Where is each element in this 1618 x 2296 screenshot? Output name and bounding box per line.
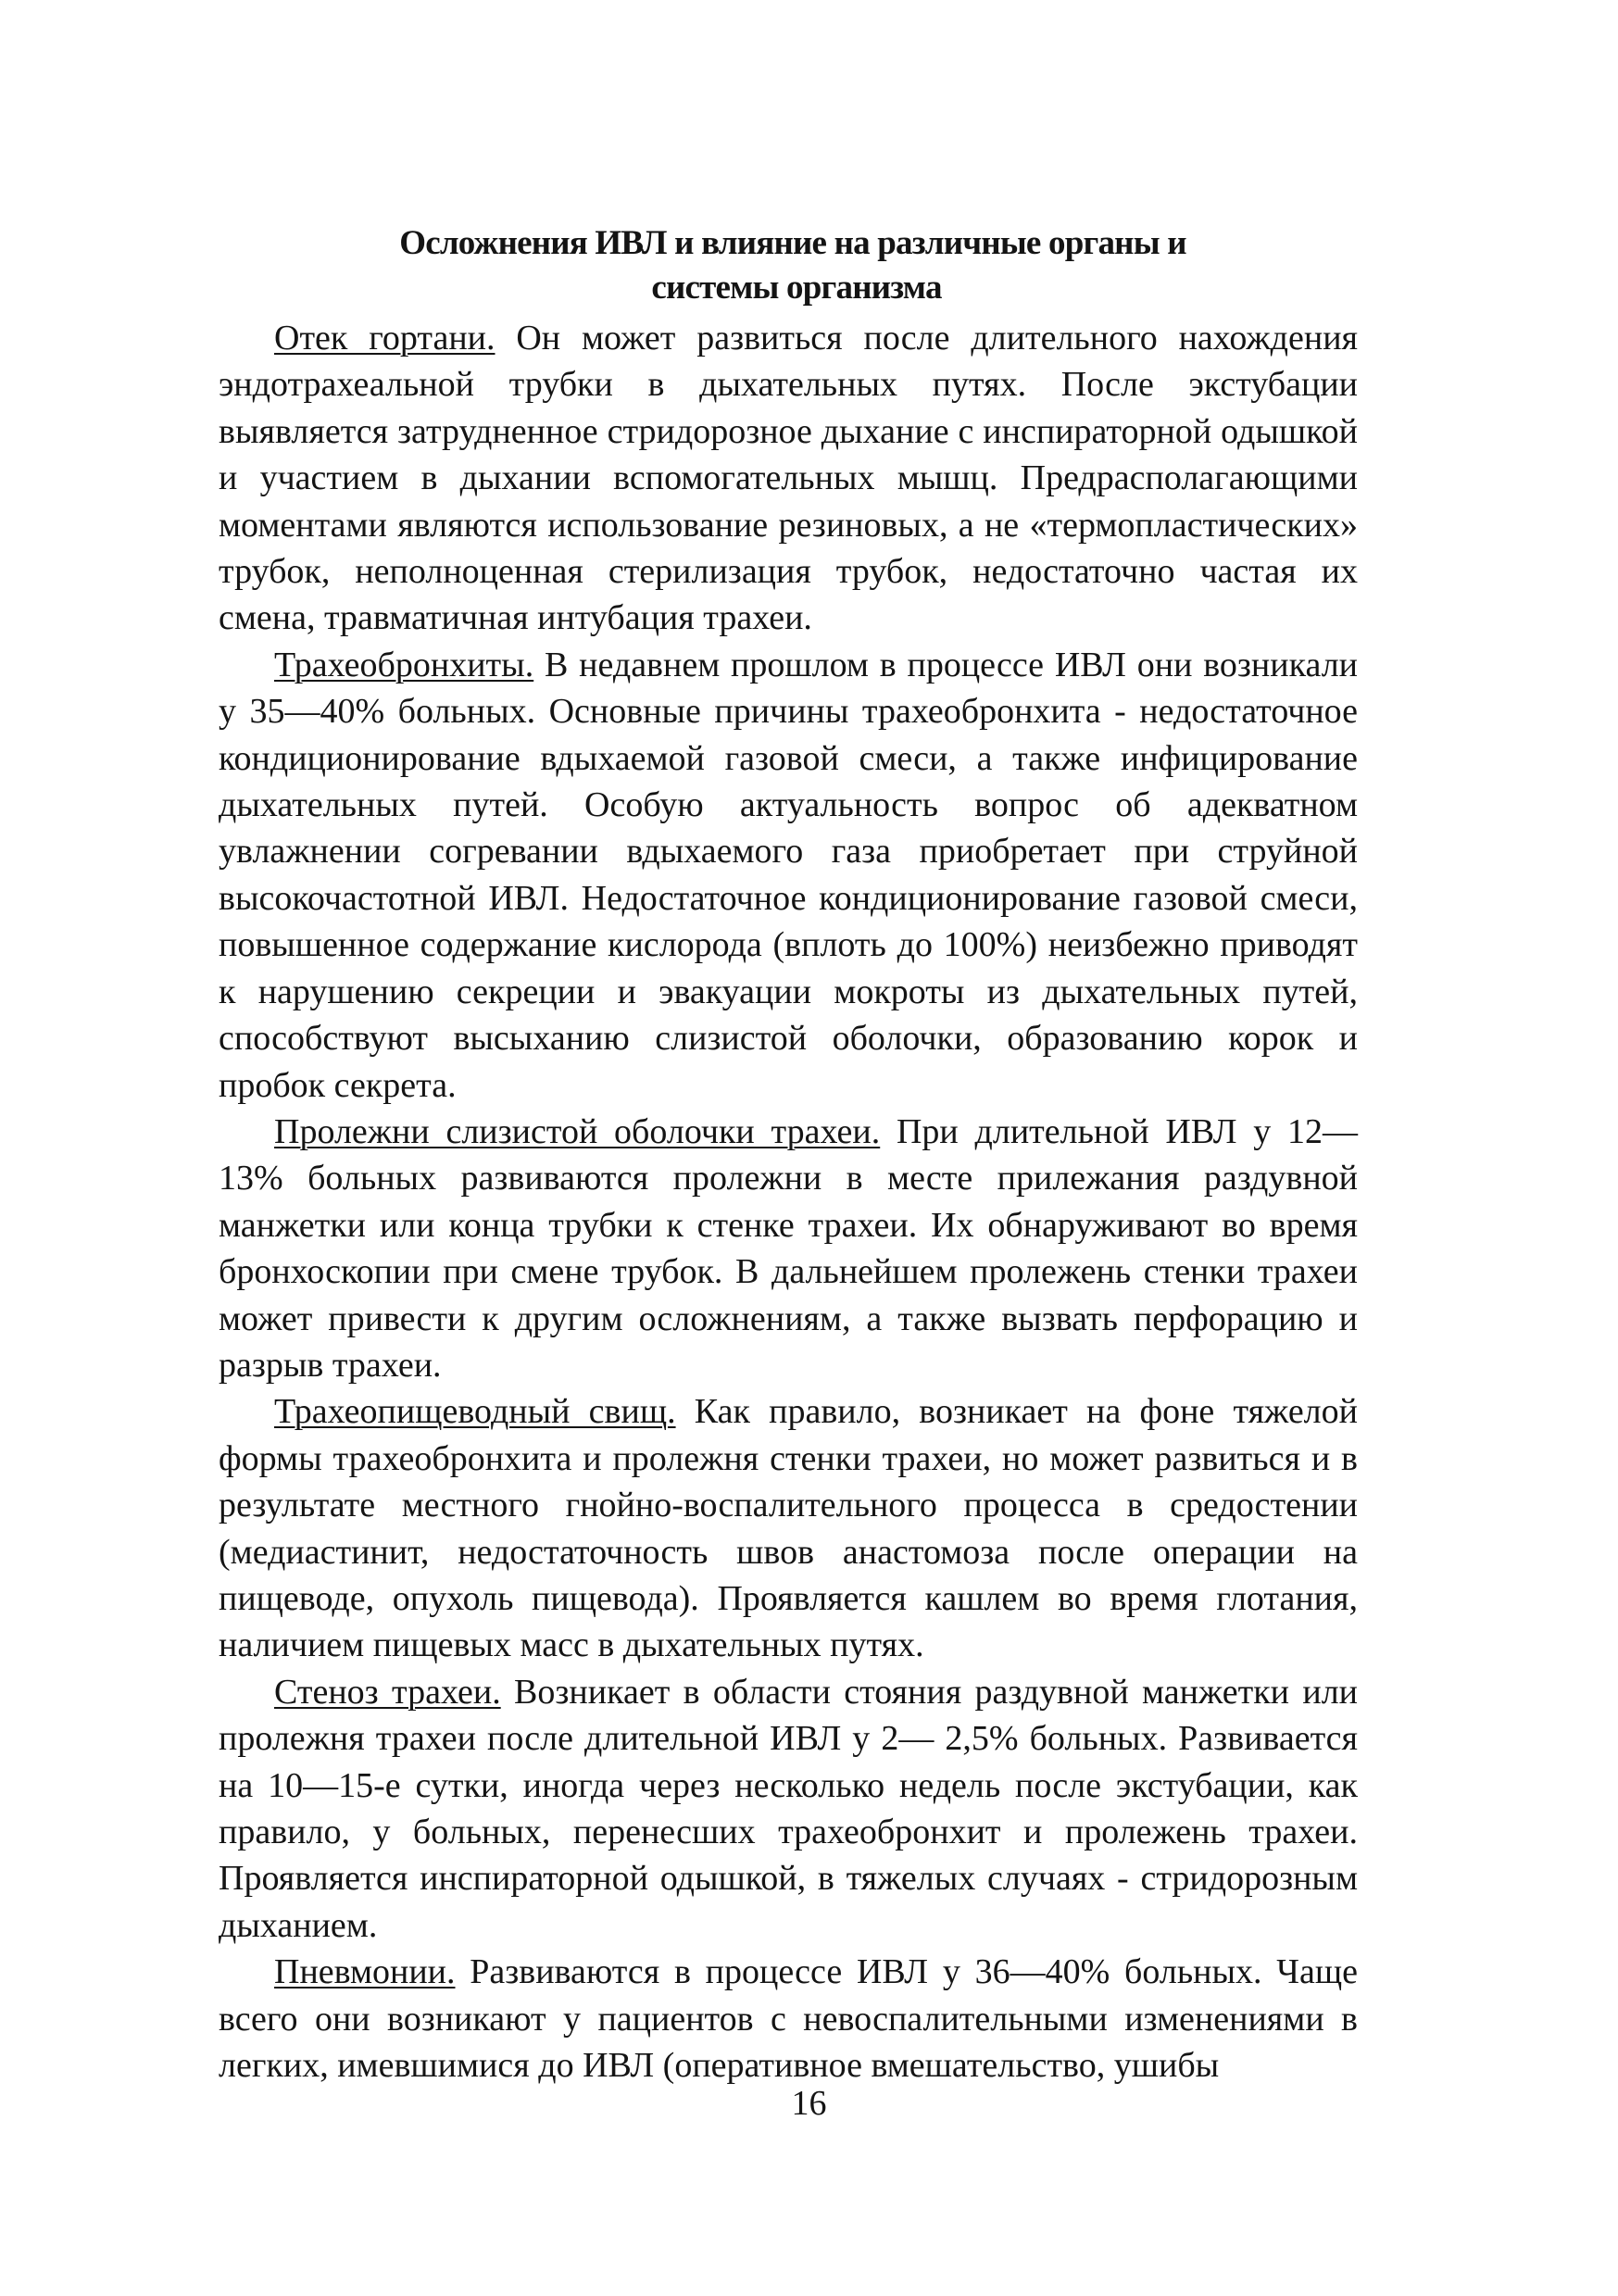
paragraph-tracheobronchitis	[219, 642, 1358, 1109]
page-title-line-1: Осложнения ИВЛ и влияние на различные органы и	[399, 224, 1186, 262]
page-title-line-2: системы организма	[651, 269, 942, 307]
paragraph-tracheal-stenosis	[219, 1669, 1358, 1949]
paragraph-text: Возникает в области стояния раздувной манжетки или пролежня трахеи после длительной ИВЛ у 2— 2,5% больных. Развивается на 10—15-е сутки, иногда через несколько недель после экстубации, как правило, у больных, перенесших трахеобронхит и пролежень трахеи. Проявляется инспираторной одышкой, в тяжелых случаях - стридорозным дыханием.	[219, 1672, 1358, 1945]
paragraph-heading: Отек гортани.	[274, 319, 495, 358]
paragraph-heading: Стеноз трахеи.	[274, 1672, 501, 1712]
paragraph-heading: Пневмонии.	[274, 1952, 456, 1992]
paragraph-tracheal-bedsores	[219, 1109, 1358, 1388]
paragraph-pneumonia	[219, 1949, 1358, 2089]
paragraph-text: В недавнем прошлом в процессе ИВЛ они возникали у 35—40% больных. Основные причины трахеобронхита - недостаточное кондиционирование вдыхаемой газовой смеси, а также инфицирование дыхательных путей. Особую актуальность вопрос об адекватном увлажнении согревании вдыхаемого газа приобретает при струйной высокочастотной ИВЛ. Недостаточное кондиционирование газовой смеси, повышенное содержание кислорода (вплоть до 100%) неизбежно приводят к нарушению секреции и эвакуации мокроты из дыхательных путей, способствуют высыханию слизистой оболочки, образованию корок и пробок секрета.	[219, 645, 1358, 1105]
paragraph-heading: Трахеопищеводный свищ.	[274, 1392, 676, 1432]
paragraph-heading: Трахеобронхиты.	[274, 645, 534, 684]
body-text	[219, 315, 1358, 2089]
paragraph-tracheoesophageal-fistula	[219, 1388, 1358, 1668]
paragraph-larynx-edema	[219, 315, 1358, 642]
page-number: 16	[791, 2084, 827, 2123]
paragraph-text: Он может развиться после длительного нахождения эндотрахеальной трубки в дыхательных путях. После экстубации выявляется затрудненное стридорозное дыхание с инспираторной одышкой и участием в дыхании вспомогательных мышц. Предрасполагающими моментами являются использование резиновых, а не «термопластических» трубок, неполноценная стерилизация трубок, недостаточно частая их смена, травматичная интубация трахеи.	[219, 319, 1359, 638]
paragraph-text: Как правило, возникает на фоне тяжелой формы трахеобронхита и пролежня стенки трахеи, но может развиться и в результате местного гнойно-воспалительного процесса в средостении (медиастинит, недостаточность швов анастомоза после операции на пищеводе, опухоль пищевода). Проявляется кашлем во время глотания, наличием пищевых масс в дыхательных путях.	[219, 1392, 1358, 1665]
paragraph-text: Развиваются в процессе ИВЛ у 36—40% больных. Чаще всего они возникают у пациентов с невоспалительными изменениями в легких, имевшимися до ИВЛ (оперативное вмешательство, ушибы	[219, 1952, 1358, 2086]
paragraph-text: При длительной ИВЛ у 12—13% больных развиваются пролежни в месте прилежания раздувной манжетки или конца трубки к стенке трахеи. Их обнаруживают во время бронхоскопии при смене трубок. В дальнейшем пролежень стенки трахеи может привести к другим осложнениям, а также вызвать перфорацию и разрыв трахеи.	[219, 1111, 1358, 1385]
paragraph-heading: Пролежни слизистой оболочки трахеи.	[274, 1111, 881, 1151]
